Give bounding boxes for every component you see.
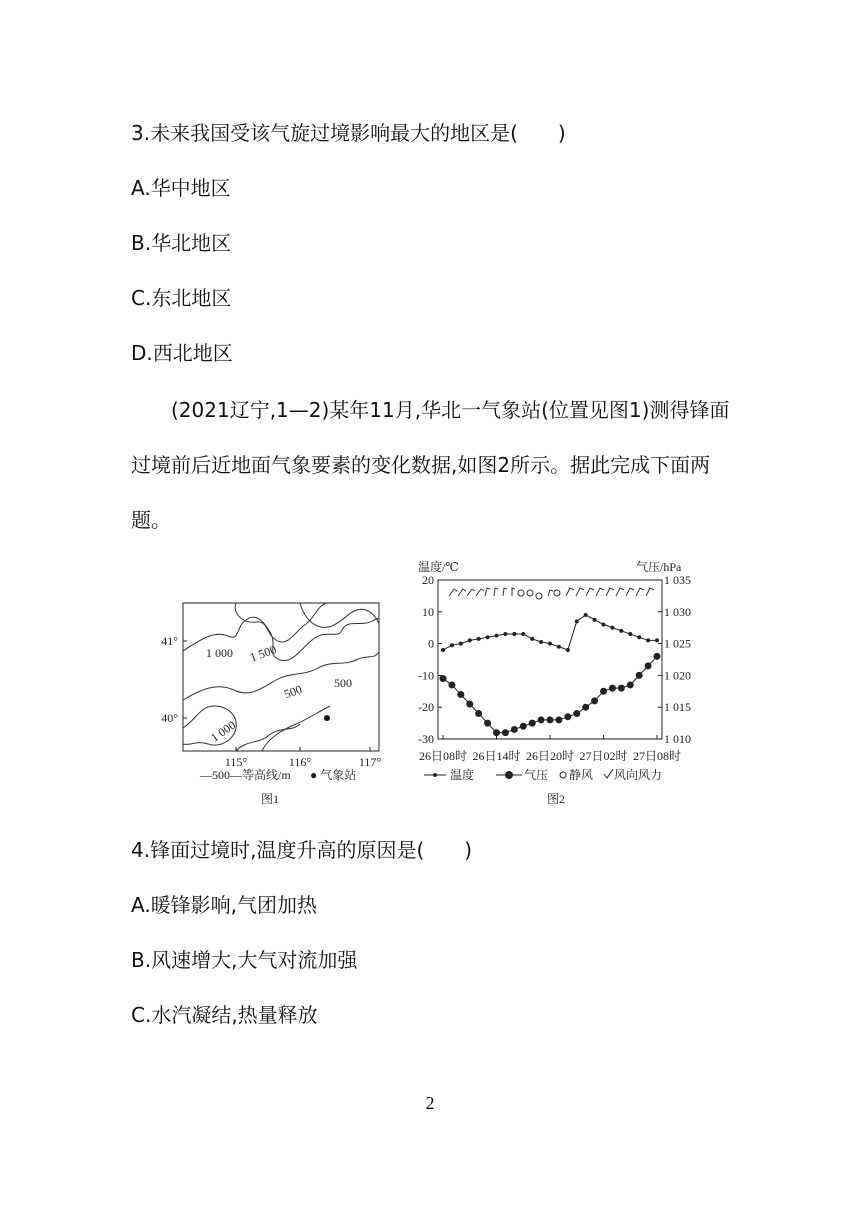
- right-axis-ticks: [658, 573, 691, 746]
- temperature-point: [486, 635, 490, 639]
- pressure-point: [618, 685, 625, 692]
- x-tick-label: 26日14时: [472, 749, 521, 763]
- pressure-point: [538, 716, 545, 723]
- chart-legend: [424, 767, 662, 782]
- pressure-point: [502, 729, 509, 736]
- chart-frame: [438, 580, 662, 739]
- temperature-point: [521, 632, 525, 636]
- pressure-point: [457, 691, 464, 698]
- figure-2-caption: 图2: [546, 792, 566, 806]
- pressure-point: [475, 710, 482, 717]
- legend-temperature: 温度: [450, 768, 475, 782]
- legend-pressure: 气压: [524, 768, 549, 782]
- pressure-point: [493, 729, 500, 736]
- q3-option-a: A.华中地区: [131, 176, 231, 200]
- temperature-point: [610, 626, 614, 630]
- temperature-point: [619, 629, 623, 633]
- temperature-point: [584, 613, 588, 617]
- temperature-point: [628, 632, 632, 636]
- pressure-point: [573, 710, 580, 717]
- intro-line-1: (2021辽宁,1—2)某年11月,华北一气象站(位置见图1)测得锋面: [171, 398, 730, 422]
- pressure-point: [511, 726, 518, 733]
- temperature-point: [477, 637, 481, 641]
- right-tick-label: 1 010: [664, 732, 691, 746]
- q3-option-b: B.华北地区: [131, 231, 232, 255]
- figure-1-map: [161, 603, 381, 806]
- wind-barbs: [449, 588, 654, 599]
- intro-line-2: 过境前后近地面气象要素的变化数据,如图2所示。据此完成下面两: [131, 453, 711, 477]
- pressure-point: [529, 720, 536, 727]
- temperature-point: [637, 635, 641, 639]
- temperature-point: [575, 619, 579, 623]
- pressure-point: [582, 704, 589, 711]
- pressure-point: [564, 713, 571, 720]
- right-axis-title: 气压/hPa: [636, 560, 682, 574]
- pressure-point: [627, 681, 634, 688]
- pressure-point: [636, 672, 643, 679]
- lon-tick-117: 117°: [358, 755, 382, 769]
- temperature-point: [539, 640, 543, 644]
- left-tick-label: 0: [428, 636, 434, 651]
- right-tick-label: 1 020: [664, 668, 691, 683]
- temperature-point: [646, 638, 650, 642]
- temperature-point: [557, 645, 561, 649]
- left-axis-title: 温度/℃: [418, 560, 459, 574]
- x-tick-label: 26日08时: [418, 749, 468, 763]
- pressure-point: [600, 688, 607, 695]
- figure-2-chart: [418, 559, 691, 806]
- temperature-point: [441, 648, 445, 652]
- q3-option-c: C.东北地区: [131, 286, 232, 310]
- legend-calm: 静风: [569, 768, 594, 782]
- figure-1-caption: 图1: [260, 792, 280, 806]
- lat-tick-41: 41°: [161, 634, 178, 648]
- x-tick-label: 27日02时: [579, 749, 628, 763]
- pressure-point: [440, 675, 447, 682]
- q4-stem: 4.锋面过境时,温度升高的原因是( ): [131, 838, 473, 862]
- contour-label-1000-a: 1 000: [206, 646, 233, 660]
- pressure-point: [609, 685, 616, 692]
- pressure-point: [645, 662, 652, 669]
- right-tick-label: 1 015: [664, 700, 691, 715]
- q3-option-d: D.西北地区: [131, 341, 233, 365]
- pressure-point: [547, 716, 554, 723]
- temperature-point: [602, 623, 606, 627]
- temperature-point: [459, 642, 463, 646]
- contour-label-1500: 1 500: [247, 642, 279, 665]
- contour-label-500-b: 500: [334, 676, 352, 690]
- pressure-series: [440, 653, 661, 736]
- contour-label-500-a: 500: [282, 682, 304, 702]
- left-tick-label: 20: [422, 573, 434, 587]
- temperature-point: [468, 638, 472, 642]
- temperature-point: [512, 632, 516, 636]
- pressure-point: [654, 653, 661, 660]
- q4-option-b: B.风速增大,大气对流加强: [131, 948, 358, 972]
- left-tick-label: 10: [422, 604, 434, 619]
- temperature-series: [441, 613, 659, 652]
- right-tick-label: 1 025: [664, 636, 691, 651]
- map-legend-contour: —500—等高线/m: [200, 768, 291, 782]
- pressure-point: [520, 723, 527, 730]
- intro-line-3: 题。: [131, 508, 171, 532]
- right-tick-label: 1 030: [664, 604, 691, 619]
- q4-option-a: A.暖锋影响,气团加热: [131, 893, 318, 917]
- map-legend-station: ● 气象站: [310, 768, 357, 782]
- left-tick-label: -20: [418, 700, 434, 715]
- x-tick-label: 26日20时: [525, 749, 575, 763]
- x-tick-label: 27日08时: [632, 749, 682, 763]
- pressure-point: [555, 716, 562, 723]
- temperature-point: [593, 618, 597, 622]
- temperature-point: [503, 632, 507, 636]
- pressure-point: [484, 720, 491, 727]
- left-tick-label: -30: [418, 732, 434, 746]
- temperature-point: [566, 648, 570, 652]
- pressure-point: [448, 681, 455, 688]
- lon-tick-115: 115°: [224, 755, 248, 769]
- left-tick-label: -10: [418, 668, 434, 683]
- temperature-point: [450, 643, 454, 647]
- page-number: 2: [425, 1093, 435, 1113]
- weather-station-marker: [324, 715, 330, 721]
- q3-stem: 3.未来我国受该气旋过境影响最大的地区是( ): [131, 121, 566, 145]
- q4-option-c: C.水汽凝结,热量释放: [131, 1003, 318, 1027]
- temperature-point: [495, 634, 499, 638]
- pressure-point: [466, 701, 473, 708]
- lon-tick-116: 116°: [288, 755, 312, 769]
- pressure-point: [591, 697, 598, 704]
- temperature-point: [548, 642, 552, 646]
- temperature-point: [530, 637, 534, 641]
- contour-label-1000-b: 1 000: [208, 717, 239, 745]
- temperature-point: [655, 638, 659, 642]
- legend-wind: 风向风力: [614, 768, 663, 782]
- lat-tick-40: 40°: [161, 711, 178, 725]
- right-tick-label: 1 035: [664, 573, 691, 587]
